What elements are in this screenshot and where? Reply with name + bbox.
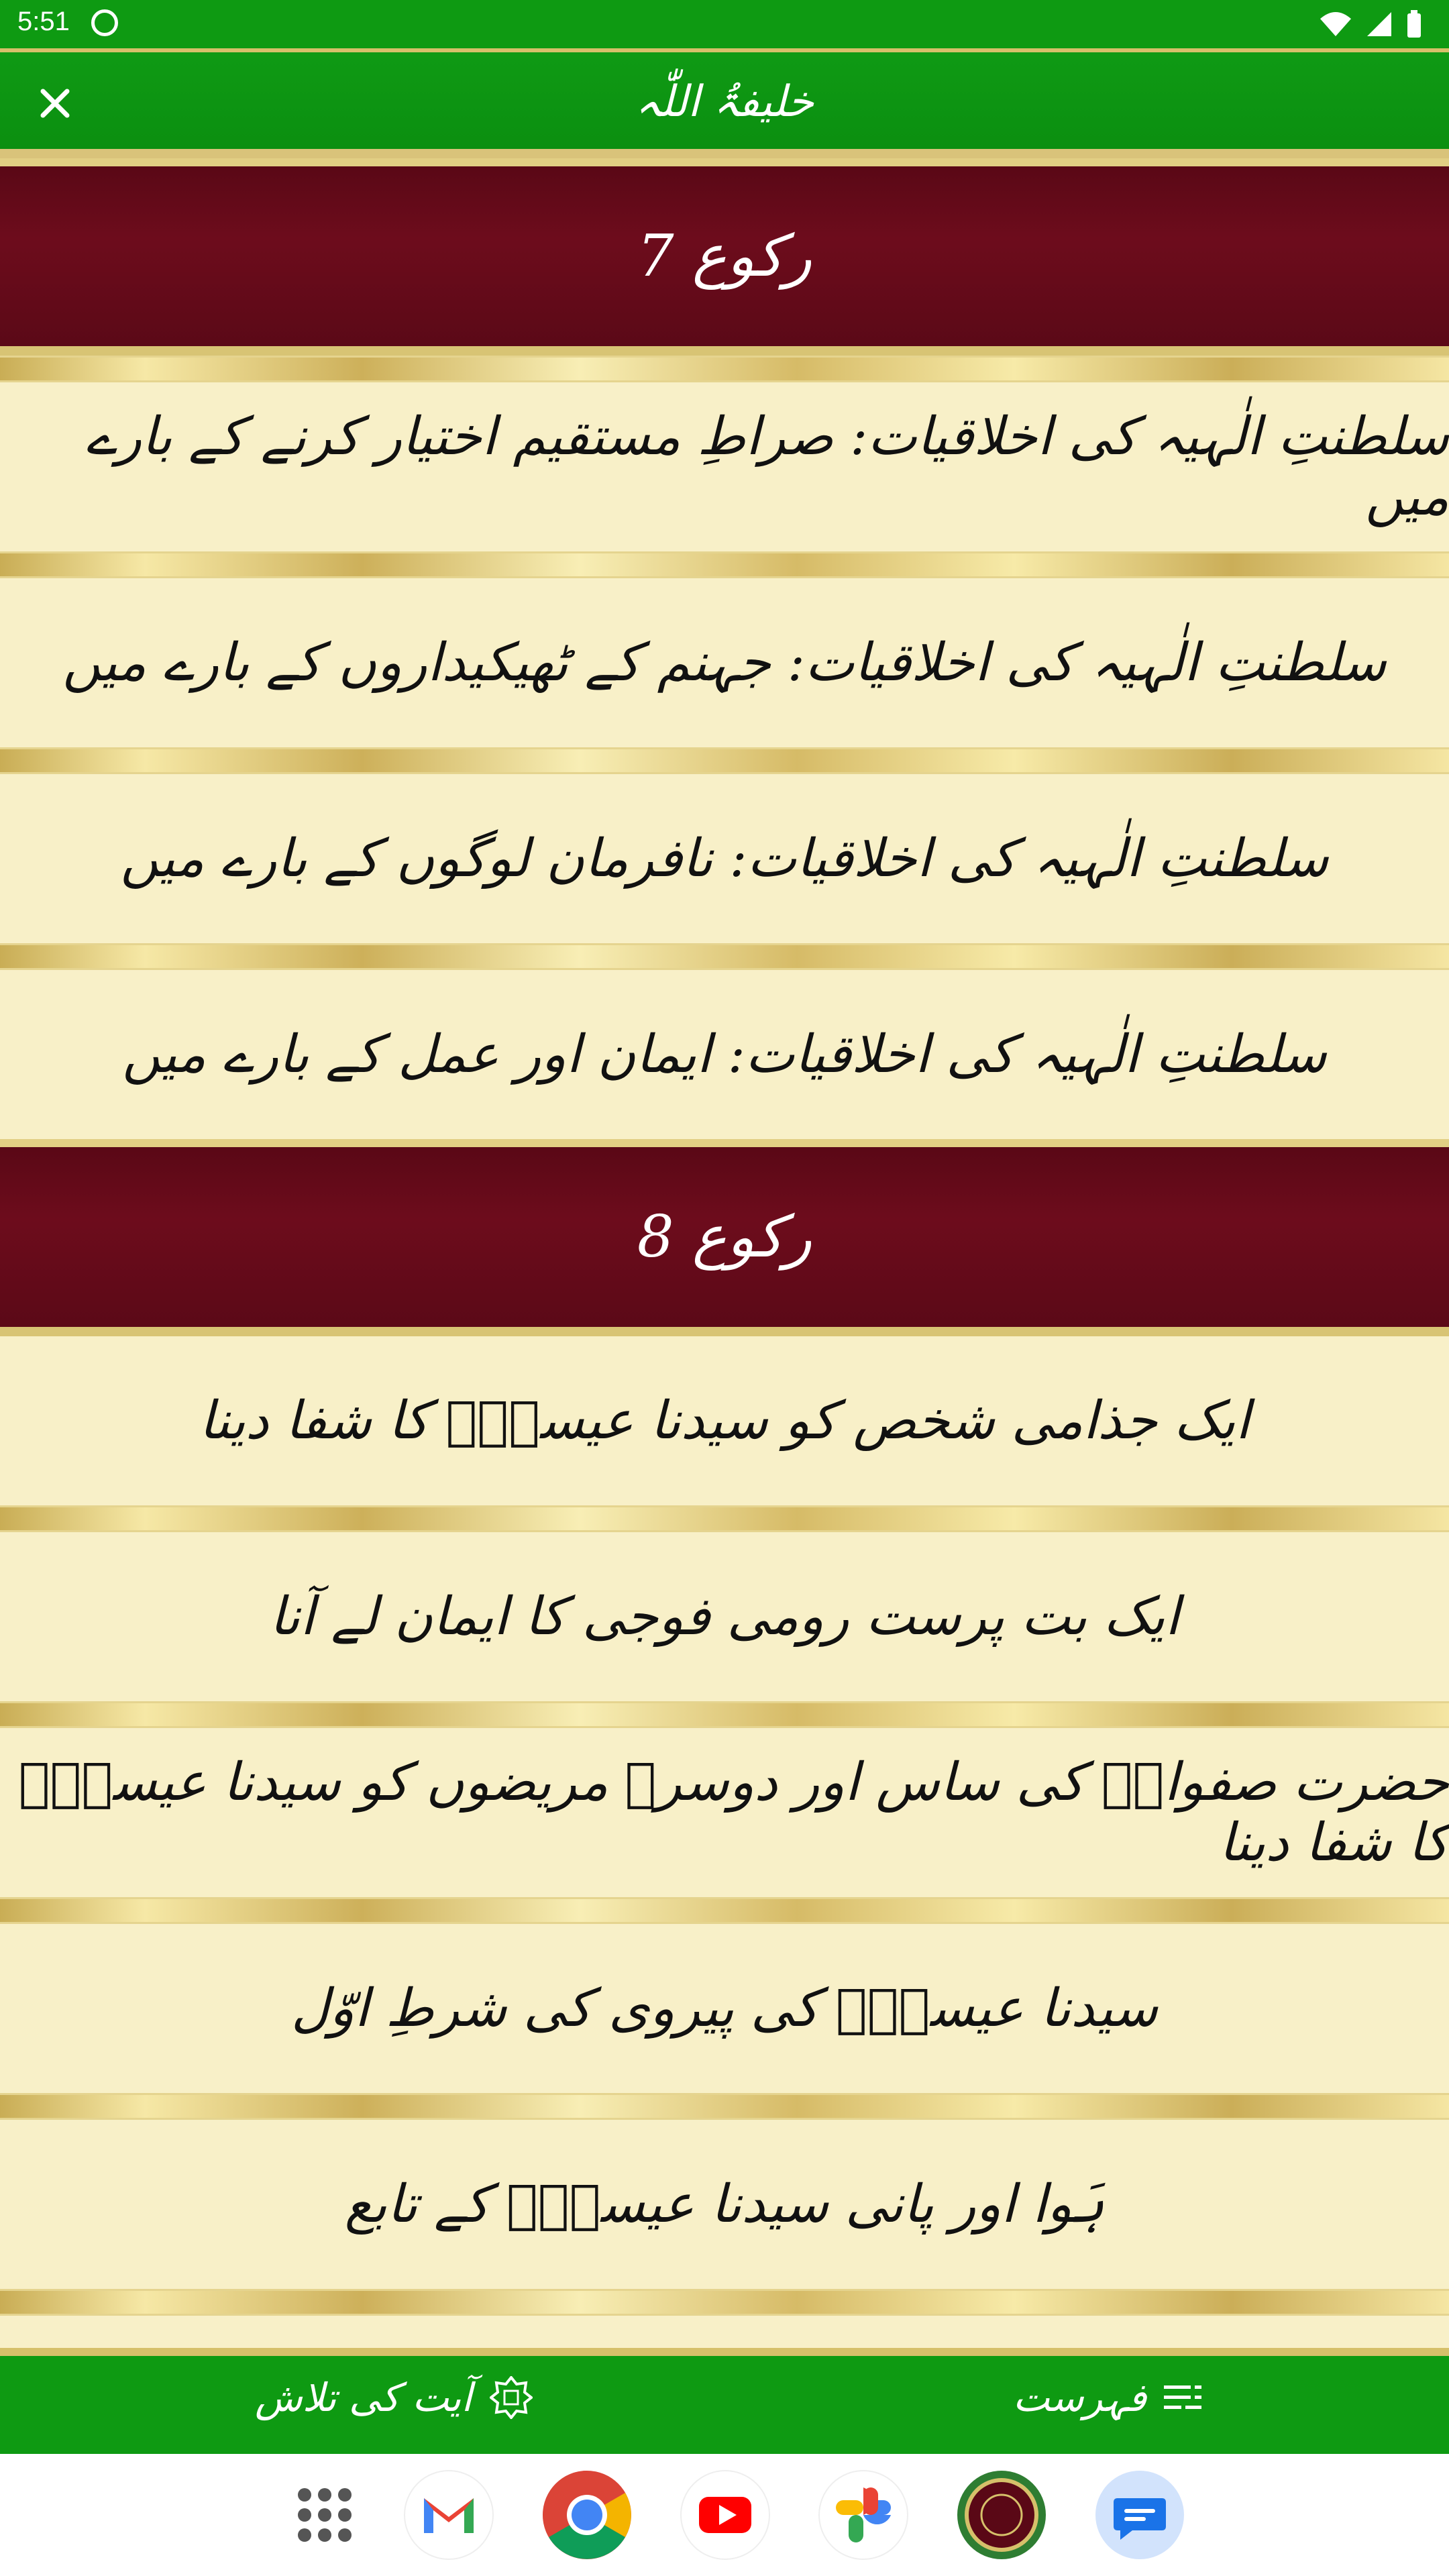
- index-label: فہرست: [1013, 2375, 1147, 2420]
- app-bar: [0, 48, 1449, 158]
- index-button[interactable]: [1013, 2375, 1204, 2420]
- ayat-search-button[interactable]: [255, 2375, 533, 2420]
- gmail-icon[interactable]: [402, 2469, 495, 2561]
- list-item[interactable]: [0, 2316, 1449, 2348]
- status-bar: [0, 0, 1449, 48]
- messages-icon[interactable]: [1093, 2469, 1186, 2561]
- wifi-icon: [1319, 11, 1352, 38]
- divider: [0, 551, 1449, 578]
- list-item-label: سلطنتِ الٰہیہ کی اخلاقیات: ایمان اور عمل کے بارے میں: [122, 1024, 1327, 1085]
- list-item-label: حضرت صفوانؓ کی ساس اور دوسرے مریضوں کو سیدنا عیسیٰؑ کا شفا دینا: [18, 1752, 1449, 1873]
- signal-icon: [1366, 11, 1393, 38]
- list-item[interactable]: [0, 578, 1449, 747]
- youtube-icon[interactable]: [679, 2469, 771, 2561]
- battery-icon: [1406, 10, 1422, 38]
- list-item-label: ہَوا اور پانی سیدنا عیسیٰؑ کے تابع: [344, 2174, 1105, 2235]
- page-title: خلیفۃُ اللّٰہ: [635, 77, 814, 127]
- list-icon: [1164, 2383, 1204, 2412]
- divider: [0, 943, 1449, 970]
- list-item[interactable]: [0, 382, 1449, 551]
- divider: [0, 747, 1449, 774]
- app-dock: [0, 2454, 1449, 2576]
- list-item[interactable]: [0, 2120, 1449, 2289]
- quran-search-icon: [490, 2376, 533, 2419]
- chrome-icon[interactable]: [541, 2469, 633, 2561]
- ruku-header: [0, 158, 1449, 356]
- status-time: 5:51: [17, 7, 70, 36]
- ruku-header: [0, 1139, 1449, 1336]
- list-item[interactable]: [0, 1532, 1449, 1701]
- list-item-label: سلطنتِ الٰہیہ کی اخلاقیات: صراطِ مستقیم اختیار کرنے کے بارے میں: [85, 407, 1449, 527]
- list-item-label: سلطنتِ الٰہیہ کی اخلاقیات: جہنم کے ٹھیکیداروں کے بارے میں: [62, 633, 1387, 693]
- list-item-label: ایک بت پرست رومی فوجی کا ایمان لے آنا: [269, 1587, 1180, 1647]
- divider: [0, 2093, 1449, 2120]
- list-item[interactable]: [0, 1728, 1449, 1897]
- divider: [0, 1505, 1449, 1532]
- list-item[interactable]: [0, 1924, 1449, 2093]
- ruku-header-label: رکوع 7: [637, 223, 812, 290]
- divider: [0, 1897, 1449, 1924]
- list-item-label: ایک جذامی شخص کو سیدنا عیسیٰؑ کا شفا دینا: [199, 1391, 1250, 1451]
- bottom-nav: [0, 2348, 1449, 2454]
- system-icons: [1319, 8, 1422, 40]
- notification-icon: [91, 9, 118, 36]
- list-item[interactable]: [0, 970, 1449, 1139]
- divider: [0, 2289, 1449, 2316]
- divider: [0, 1701, 1449, 1728]
- divider: [0, 356, 1449, 382]
- ruku-header-label: رکوع 8: [637, 1203, 812, 1271]
- list-item-label: سلطنتِ الٰہیہ کی اخلاقیات: نافرمان لوگوں کے بارے میں: [120, 828, 1329, 889]
- photos-icon[interactable]: [817, 2469, 910, 2561]
- quran-app-icon[interactable]: [955, 2469, 1048, 2561]
- list-item-label: سیدنا عیسیٰؑ کی پیروی کی شرطِ اوّل: [291, 1978, 1158, 2039]
- ayat-search-label: آیت کی تلاش: [255, 2375, 472, 2420]
- list-item[interactable]: [0, 1336, 1449, 1505]
- section-list: [0, 158, 1449, 2348]
- list-item[interactable]: [0, 774, 1449, 943]
- app-drawer-icon[interactable]: [278, 2469, 371, 2561]
